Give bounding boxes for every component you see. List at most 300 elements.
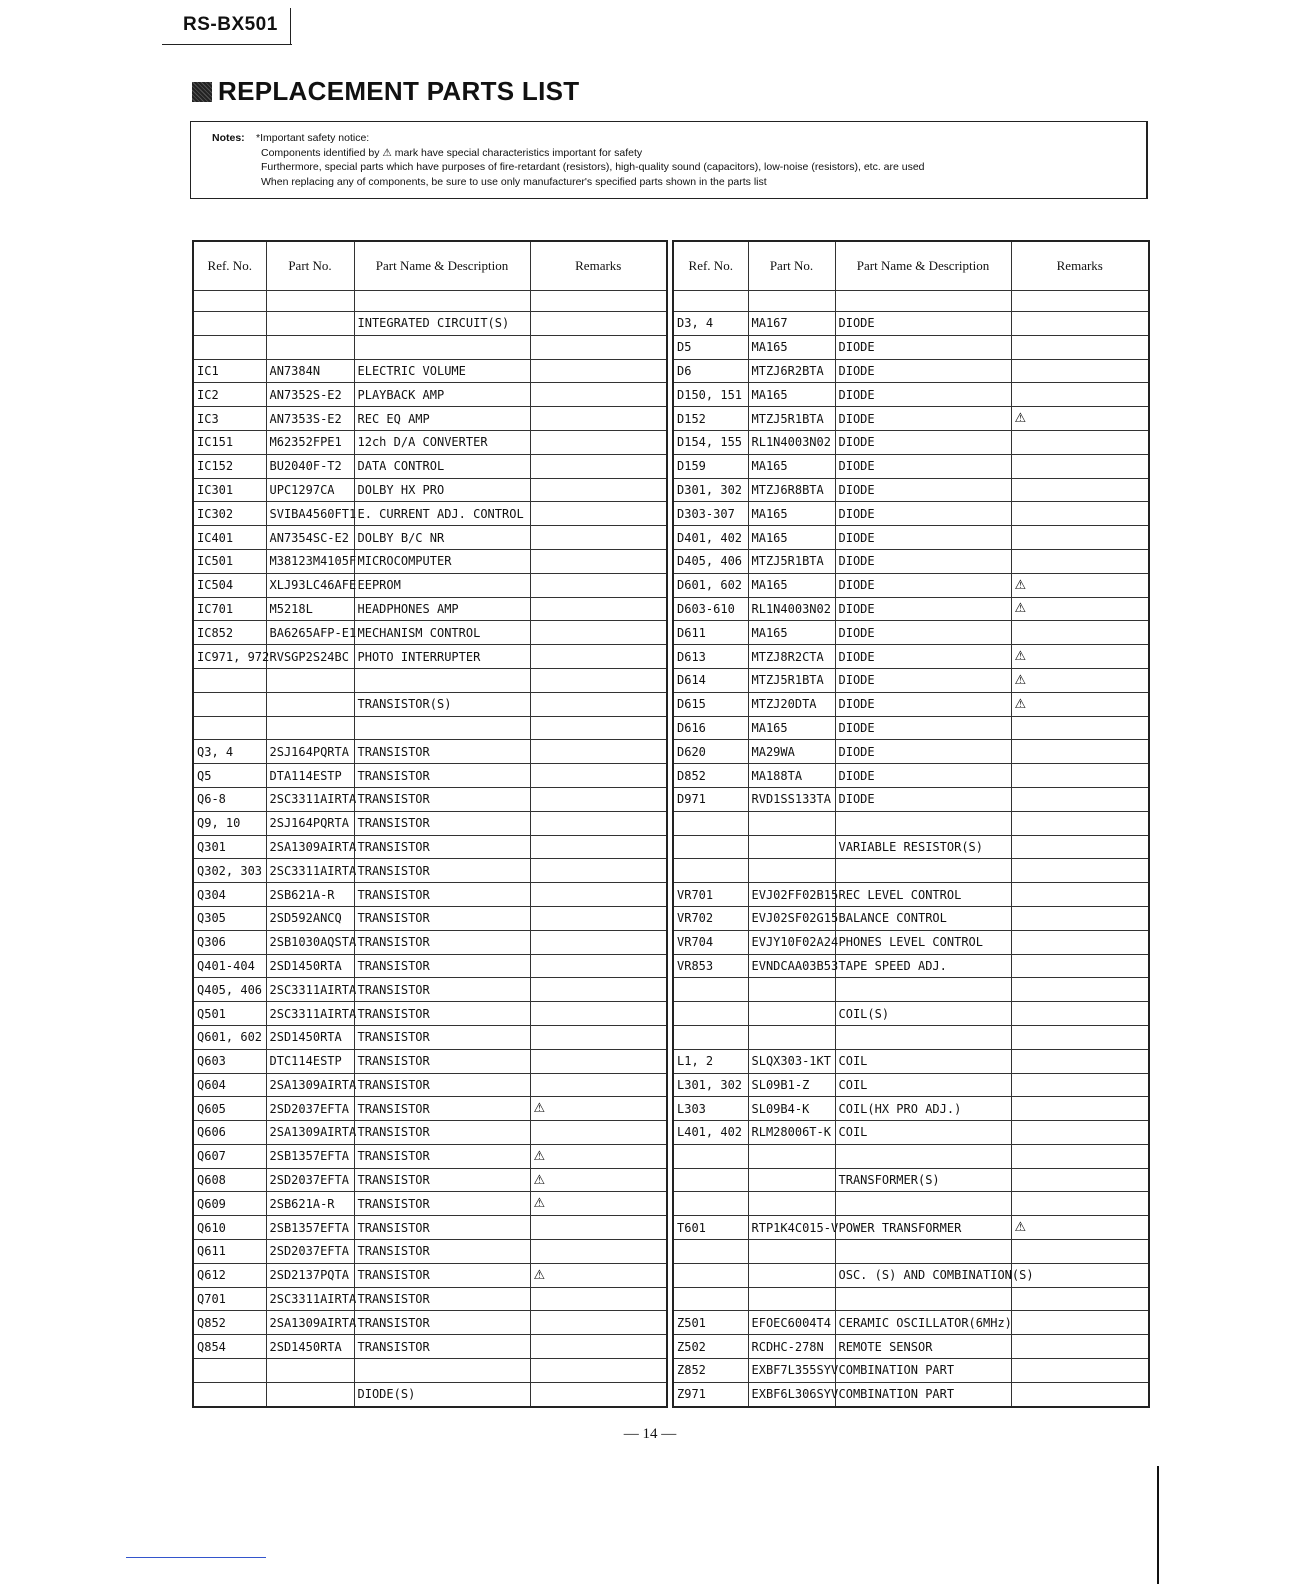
cell-remarks <box>530 1025 667 1049</box>
cell-part-no: UPC1297CA <box>266 478 354 502</box>
cell-ref-no <box>673 859 748 883</box>
cell-description: DIODE <box>835 621 1011 645</box>
table-row <box>193 359 667 383</box>
cell-remarks <box>1011 430 1149 454</box>
table-row <box>673 835 1149 859</box>
cell-description: TRANSISTOR <box>354 906 530 930</box>
cell-part-no: M38123M4105F <box>266 549 354 573</box>
cell-description: DIODE <box>835 335 1011 359</box>
cell-ref-no: IC701 <box>193 597 266 621</box>
cell-part-no: RCDHC-278N <box>748 1335 835 1359</box>
cell-part-no: MTZJ20DTA <box>748 692 835 716</box>
table-row <box>193 668 667 692</box>
cell-ref-no <box>193 312 266 336</box>
cell-remarks <box>1011 1097 1149 1121</box>
table-row <box>673 407 1149 431</box>
cell-ref-no <box>673 1192 748 1216</box>
cell-part-no <box>748 1144 835 1168</box>
cell-ref-no: Z971 <box>673 1382 748 1406</box>
table-row <box>193 1097 667 1121</box>
cell-remarks <box>530 1382 667 1406</box>
table-row <box>673 811 1149 835</box>
table-row <box>193 1002 667 1026</box>
cell-part-no: MTZJ6R8BTA <box>748 478 835 502</box>
cell-remarks <box>530 1073 667 1097</box>
cell-description: 12ch D/A CONVERTER <box>354 430 530 454</box>
cell-description: DIODE <box>835 668 1011 692</box>
cell-ref-no: Q611 <box>193 1240 266 1264</box>
cell-ref-no: D5 <box>673 335 748 359</box>
page-number: — 14 — <box>623 1426 677 1442</box>
cell-ref-no: Q9, 10 <box>193 811 266 835</box>
cell-ref-no: IC504 <box>193 573 266 597</box>
table-row <box>673 787 1149 811</box>
cell-part-no: RTP1K4C015-V <box>748 1216 835 1240</box>
cell-part-no: MA188TA <box>748 764 835 788</box>
table-row <box>193 859 667 883</box>
cell-remarks <box>530 1216 667 1240</box>
cell-remarks <box>1011 383 1149 407</box>
cell-remarks <box>1011 716 1149 740</box>
cell-part-no: 2SC3311AIRTA <box>266 978 354 1002</box>
cell-description: DIODE <box>835 430 1011 454</box>
cell-ref-no: IC301 <box>193 478 266 502</box>
cell-ref-no: Q401-404 <box>193 954 266 978</box>
cell-part-no: SVIBA4560FT1 <box>266 502 354 526</box>
cell-remarks <box>1011 1311 1149 1335</box>
cell-description: HEADPHONES AMP <box>354 597 530 621</box>
cell-remarks <box>1011 1144 1149 1168</box>
cell-ref-no: Q612 <box>193 1263 266 1287</box>
table-row <box>673 740 1149 764</box>
cell-part-no <box>266 716 354 740</box>
cell-remarks <box>530 1002 667 1026</box>
cell-ref-no: Q305 <box>193 906 266 930</box>
cell-description: TRANSISTOR <box>354 764 530 788</box>
cell-remarks <box>1011 906 1149 930</box>
cell-description: PHONES LEVEL CONTROL <box>835 930 1011 954</box>
cell-description: MECHANISM CONTROL <box>354 621 530 645</box>
cell-part-no: 2SD2037EFTA <box>266 1097 354 1121</box>
cell-part-no: 2SB621A-R <box>266 1192 354 1216</box>
cell-part-no: 2SB1357EFTA <box>266 1216 354 1240</box>
cell-description: TRANSISTOR <box>354 954 530 978</box>
cell-part-no: MA165 <box>748 502 835 526</box>
cell-description: TRANSISTOR <box>354 1335 530 1359</box>
cell-description: TRANSISTOR <box>354 787 530 811</box>
cell-ref-no <box>193 291 266 312</box>
table-row <box>673 1049 1149 1073</box>
table-row <box>193 1168 667 1192</box>
cell-part-no: EVJY10F02A24 <box>748 930 835 954</box>
cell-part-no: AN7353S-E2 <box>266 407 354 431</box>
cell-remarks: ⚠ <box>530 1192 667 1216</box>
cell-remarks <box>1011 1240 1149 1264</box>
cell-remarks <box>1011 335 1149 359</box>
cell-description <box>835 859 1011 883</box>
cell-remarks <box>530 359 667 383</box>
cell-remarks <box>1011 549 1149 573</box>
table-row <box>673 668 1149 692</box>
cell-remarks <box>530 1121 667 1145</box>
table-row <box>673 573 1149 597</box>
cell-ref-no: IC971, 972 <box>193 645 266 669</box>
cell-description: ELECTRIC VOLUME <box>354 359 530 383</box>
cell-description: COMBINATION PART <box>835 1359 1011 1383</box>
table-row <box>673 1359 1149 1383</box>
cell-part-no: EVJ02SF02G15 <box>748 906 835 930</box>
cell-part-no <box>748 1263 835 1287</box>
cell-part-no: SLQX303-1KT <box>748 1049 835 1073</box>
cell-description: TAPE SPEED ADJ. <box>835 954 1011 978</box>
cell-description: DIODE <box>835 407 1011 431</box>
table-row <box>193 1192 667 1216</box>
cell-ref-no: D614 <box>673 668 748 692</box>
cell-ref-no: Q609 <box>193 1192 266 1216</box>
cell-description: TRANSISTOR <box>354 835 530 859</box>
cell-part-no: 2SD2037EFTA <box>266 1168 354 1192</box>
cell-part-no: BU2040F-T2 <box>266 454 354 478</box>
cell-ref-no <box>673 811 748 835</box>
cell-description: DIODE <box>835 716 1011 740</box>
cell-ref-no <box>673 1025 748 1049</box>
cell-remarks <box>1011 526 1149 550</box>
cell-ref-no: IC3 <box>193 407 266 431</box>
header-divider-horizontal <box>162 44 292 45</box>
cell-part-no: AN7354SC-E2 <box>266 526 354 550</box>
cell-description: DIODE <box>835 740 1011 764</box>
cell-part-no <box>748 291 835 312</box>
table-row <box>193 1359 667 1383</box>
cell-description: TRANSISTOR(S) <box>354 692 530 716</box>
cell-description: EEPROM <box>354 573 530 597</box>
cell-description: DIODE <box>835 502 1011 526</box>
cell-description: DIODE <box>835 645 1011 669</box>
table-row <box>673 1073 1149 1097</box>
cell-remarks <box>530 549 667 573</box>
cell-remarks <box>1011 1002 1149 1026</box>
header-ref-no: Ref. No. <box>673 241 748 291</box>
cell-part-no: 2SD1450RTA <box>266 1335 354 1359</box>
cell-ref-no: Q605 <box>193 1097 266 1121</box>
cell-remarks <box>1011 1335 1149 1359</box>
cell-part-no: 2SA1309AIRTA <box>266 1311 354 1335</box>
cell-remarks: ⚠ <box>1011 668 1149 692</box>
cell-part-no: XLJ93LC46AFE <box>266 573 354 597</box>
cell-description <box>835 1240 1011 1264</box>
cell-part-no <box>266 1382 354 1406</box>
cell-remarks <box>530 1359 667 1383</box>
cell-description: DOLBY B/C NR <box>354 526 530 550</box>
table-row <box>673 1192 1149 1216</box>
cell-part-no <box>748 1287 835 1311</box>
cell-remarks <box>1011 312 1149 336</box>
cell-remarks: ⚠ <box>530 1097 667 1121</box>
table-row <box>193 835 667 859</box>
cell-ref-no <box>673 1002 748 1026</box>
cell-part-no: SL09B1-Z <box>748 1073 835 1097</box>
cell-ref-no: Q304 <box>193 883 266 907</box>
cell-ref-no: Z502 <box>673 1335 748 1359</box>
cell-part-no <box>266 335 354 359</box>
cell-remarks <box>530 645 667 669</box>
cell-description: TRANSISTOR <box>354 1311 530 1335</box>
cell-ref-no: D401, 402 <box>673 526 748 550</box>
cell-description <box>835 291 1011 312</box>
cell-remarks: ⚠ <box>1011 407 1149 431</box>
cell-ref-no <box>193 692 266 716</box>
cell-remarks <box>1011 883 1149 907</box>
cell-ref-no: D303-307 <box>673 502 748 526</box>
cell-description: COIL <box>835 1049 1011 1073</box>
cell-part-no: 2SA1309AIRTA <box>266 1073 354 1097</box>
cell-remarks <box>530 478 667 502</box>
table-row <box>193 811 667 835</box>
cell-description: INTEGRATED CIRCUIT(S) <box>354 312 530 336</box>
cell-ref-no: D152 <box>673 407 748 431</box>
cell-part-no <box>266 291 354 312</box>
cell-remarks <box>530 573 667 597</box>
cell-remarks <box>1011 621 1149 645</box>
cell-description: DIODE(S) <box>354 1382 530 1406</box>
table-row <box>673 978 1149 1002</box>
header-remarks: Remarks <box>530 241 667 291</box>
cell-description: COIL(S) <box>835 1002 1011 1026</box>
cell-part-no: MTZJ5R1BTA <box>748 549 835 573</box>
cell-description: E. CURRENT ADJ. CONTROL <box>354 502 530 526</box>
cell-description: TRANSISTOR <box>354 1144 530 1168</box>
table-row <box>193 692 667 716</box>
cell-description: TRANSISTOR <box>354 1192 530 1216</box>
cell-ref-no <box>193 1382 266 1406</box>
table-row <box>673 526 1149 550</box>
cell-part-no: EVJ02FF02B15 <box>748 883 835 907</box>
table-row <box>673 716 1149 740</box>
cell-remarks: ⚠ <box>1011 597 1149 621</box>
cell-description: DIODE <box>835 764 1011 788</box>
header-ref-no: Ref. No. <box>193 241 266 291</box>
cell-part-no: MA165 <box>748 621 835 645</box>
cell-remarks: ⚠ <box>1011 573 1149 597</box>
table-row <box>673 1168 1149 1192</box>
cell-description <box>835 811 1011 835</box>
table-row <box>193 1240 667 1264</box>
cell-ref-no: D613 <box>673 645 748 669</box>
cell-description: COIL <box>835 1121 1011 1145</box>
header-divider-vertical <box>290 8 291 44</box>
cell-ref-no: Q852 <box>193 1311 266 1335</box>
cell-description: COIL <box>835 1073 1011 1097</box>
cell-ref-no <box>193 668 266 692</box>
cell-ref-no: D616 <box>673 716 748 740</box>
footer-link-line <box>126 1557 266 1558</box>
cell-part-no <box>748 1168 835 1192</box>
cell-description: OSC. (S) AND COMBINATION(S) <box>835 1263 1011 1287</box>
cell-ref-no: IC401 <box>193 526 266 550</box>
header-description: Part Name & Description <box>354 241 530 291</box>
table-row <box>193 1049 667 1073</box>
cell-part-no: 2SD592ANCQ <box>266 906 354 930</box>
cell-description: TRANSISTOR <box>354 1097 530 1121</box>
cell-part-no: 2SB621A-R <box>266 883 354 907</box>
cell-part-no <box>266 312 354 336</box>
cell-ref-no: Q854 <box>193 1335 266 1359</box>
notes-line: *Important safety notice: <box>256 132 370 144</box>
cell-description: TRANSFORMER(S) <box>835 1168 1011 1192</box>
notes-label: Notes: <box>212 132 245 144</box>
cell-remarks <box>530 312 667 336</box>
cell-part-no: 2SD2137PQTA <box>266 1263 354 1287</box>
cell-ref-no: Q301 <box>193 835 266 859</box>
cell-part-no: MA165 <box>748 716 835 740</box>
table-row <box>193 1382 667 1406</box>
cell-description: POWER TRANSFORMER <box>835 1216 1011 1240</box>
title-bullet-icon <box>192 82 212 102</box>
cell-description: TRANSISTOR <box>354 1168 530 1192</box>
cell-part-no: 2SJ164PQRTA <box>266 740 354 764</box>
table-row <box>193 1311 667 1335</box>
cell-part-no: MA165 <box>748 383 835 407</box>
cell-description: TRANSISTOR <box>354 1002 530 1026</box>
cell-ref-no: IC302 <box>193 502 266 526</box>
cell-description: DIODE <box>835 597 1011 621</box>
table-row <box>193 1025 667 1049</box>
cell-part-no: AN7384N <box>266 359 354 383</box>
cell-remarks <box>530 502 667 526</box>
cell-ref-no: D620 <box>673 740 748 764</box>
page-title-block <box>192 76 579 107</box>
cell-part-no <box>748 1240 835 1264</box>
cell-ref-no <box>673 1287 748 1311</box>
cell-ref-no <box>673 1168 748 1192</box>
cell-description: DIODE <box>835 549 1011 573</box>
cell-remarks <box>530 906 667 930</box>
cell-description <box>354 1359 530 1383</box>
cell-description: REMOTE SENSOR <box>835 1335 1011 1359</box>
cell-part-no: 2SD1450RTA <box>266 954 354 978</box>
cell-part-no: 2SC3311AIRTA <box>266 1287 354 1311</box>
cell-ref-no: Q701 <box>193 1287 266 1311</box>
cell-ref-no: Q6-8 <box>193 787 266 811</box>
cell-ref-no: IC151 <box>193 430 266 454</box>
table-row <box>193 454 667 478</box>
cell-ref-no: T601 <box>673 1216 748 1240</box>
cell-description <box>835 1025 1011 1049</box>
table-row <box>193 335 667 359</box>
cell-ref-no: D154, 155 <box>673 430 748 454</box>
table-row <box>193 312 667 336</box>
table-row <box>673 549 1149 573</box>
cell-remarks <box>530 787 667 811</box>
cell-part-no <box>266 668 354 692</box>
cell-description: DATA CONTROL <box>354 454 530 478</box>
cell-description: TRANSISTOR <box>354 978 530 1002</box>
cell-part-no: RVD1SS133TA <box>748 787 835 811</box>
cell-description <box>835 978 1011 1002</box>
cell-ref-no: Q608 <box>193 1168 266 1192</box>
cell-ref-no: IC852 <box>193 621 266 645</box>
cell-remarks <box>530 716 667 740</box>
cell-ref-no: D611 <box>673 621 748 645</box>
table-row <box>193 478 667 502</box>
cell-description <box>354 291 530 312</box>
cell-remarks <box>530 740 667 764</box>
cell-ref-no: D971 <box>673 787 748 811</box>
cell-description: DIODE <box>835 692 1011 716</box>
cell-ref-no: VR701 <box>673 883 748 907</box>
table-row <box>673 859 1149 883</box>
cell-part-no: EFOEC6004T4 <box>748 1311 835 1335</box>
table-row <box>193 645 667 669</box>
cell-description: DIODE <box>835 526 1011 550</box>
cell-ref-no: Q306 <box>193 930 266 954</box>
cell-ref-no: VR853 <box>673 954 748 978</box>
cell-ref-no: Q5 <box>193 764 266 788</box>
cell-ref-no: D601, 602 <box>673 573 748 597</box>
cell-part-no <box>748 859 835 883</box>
cell-remarks: ⚠ <box>530 1263 667 1287</box>
cell-part-no: M5218L <box>266 597 354 621</box>
cell-ref-no: Q405, 406 <box>193 978 266 1002</box>
cell-part-no: MTZJ8R2CTA <box>748 645 835 669</box>
cell-ref-no: D6 <box>673 359 748 383</box>
table-row <box>673 1144 1149 1168</box>
cell-part-no: EXBF6L306SYV <box>748 1382 835 1406</box>
cell-description: TRANSISTOR <box>354 1121 530 1145</box>
cell-ref-no: D301, 302 <box>673 478 748 502</box>
cell-description: PLAYBACK AMP <box>354 383 530 407</box>
cell-ref-no: IC152 <box>193 454 266 478</box>
table-row <box>193 978 667 1002</box>
cell-description: COMBINATION PART <box>835 1382 1011 1406</box>
cell-remarks <box>1011 478 1149 502</box>
cell-remarks <box>1011 787 1149 811</box>
cell-part-no: EXBF7L355SYV <box>748 1359 835 1383</box>
cell-part-no: 2SD1450RTA <box>266 1025 354 1049</box>
table-row <box>673 764 1149 788</box>
cell-description: TRANSISTOR <box>354 859 530 883</box>
cell-remarks <box>1011 930 1149 954</box>
cell-description: TRANSISTOR <box>354 1025 530 1049</box>
cell-ref-no <box>673 1144 748 1168</box>
table-row <box>193 1287 667 1311</box>
cell-ref-no <box>193 335 266 359</box>
cell-remarks <box>530 407 667 431</box>
cell-part-no: 2SD2037EFTA <box>266 1240 354 1264</box>
cell-remarks <box>1011 978 1149 1002</box>
cell-ref-no: D852 <box>673 764 748 788</box>
table-row <box>673 1287 1149 1311</box>
cell-description: DIODE <box>835 359 1011 383</box>
cell-ref-no <box>673 1263 748 1287</box>
cell-remarks <box>1011 1192 1149 1216</box>
table-row <box>673 430 1149 454</box>
cell-part-no: RL1N4003N02 <box>748 597 835 621</box>
cell-part-no: 2SA1309AIRTA <box>266 835 354 859</box>
table-row <box>193 573 667 597</box>
cell-remarks <box>530 291 667 312</box>
cell-part-no <box>748 978 835 1002</box>
cell-part-no: SL09B4-K <box>748 1097 835 1121</box>
cell-part-no: MTZJ6R2BTA <box>748 359 835 383</box>
cell-remarks <box>530 454 667 478</box>
cell-description: TRANSISTOR <box>354 1240 530 1264</box>
cell-remarks <box>1011 1025 1149 1049</box>
cell-description: TRANSISTOR <box>354 1049 530 1073</box>
cell-part-no: 2SC3311AIRTA <box>266 859 354 883</box>
cell-ref-no: VR704 <box>673 930 748 954</box>
cell-remarks <box>1011 811 1149 835</box>
